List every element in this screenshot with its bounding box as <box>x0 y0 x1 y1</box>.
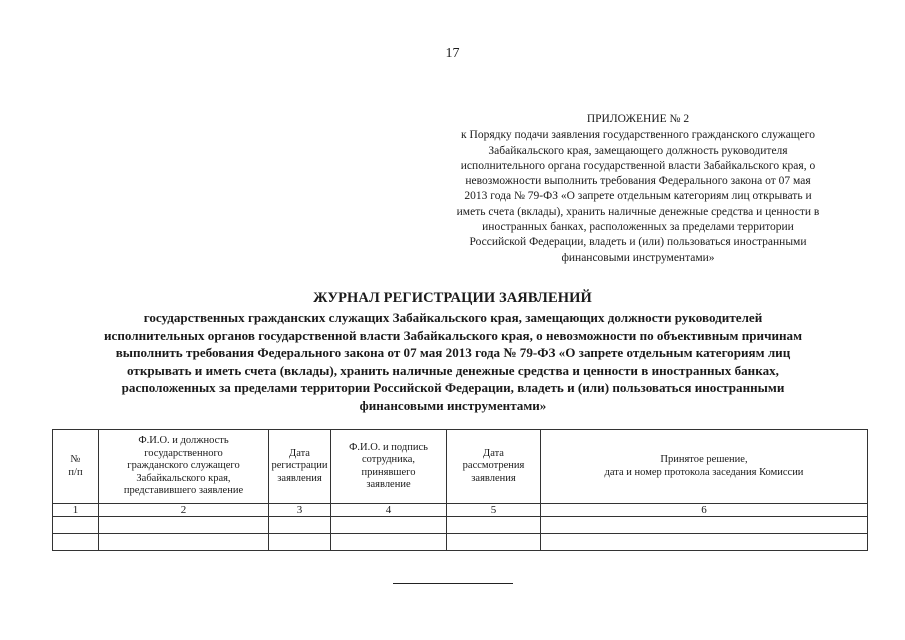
journal-subtitle-line: открывать и иметь счета (вклады), хранить наличные денежные средства и ценности в иностранных банках, <box>127 362 779 378</box>
table-cell <box>541 517 868 534</box>
column-number: 3 <box>269 504 331 517</box>
journal-subtitle-line: государственных гражданских служащих Забайкальского края, замещающих должности руководителей <box>143 310 763 325</box>
column-number: 6 <box>541 504 868 517</box>
column-number: 1 <box>53 504 99 517</box>
table-cell <box>331 517 447 534</box>
appendix-line: иметь счета (вклады), хранить наличные денежные средства и ценности в <box>456 205 820 218</box>
appendix-title: ПРИЛОЖЕНИЕ № 2 <box>586 113 690 125</box>
header-review-date: Дата рассмотрения заявления <box>447 430 541 504</box>
appendix-line: невозможности выполнить требования Федерального закона от 07 мая <box>465 175 811 188</box>
journal-subtitle <box>48 309 858 415</box>
table-cell <box>53 534 99 551</box>
table-cell <box>53 517 99 534</box>
column-number: 2 <box>99 504 269 517</box>
table-cell <box>447 534 541 551</box>
journal-subtitle-line: расположенных за пределами территории Российской Федерации, владеть и (или) пользоваться иностранными <box>121 380 785 396</box>
header-receiver-name: Ф.И.О. и подпись сотрудника, принявшего заявление <box>331 430 447 504</box>
journal-subtitle-line: выполнить требования Федерального закона от 07 мая 2013 года № 79-ФЗ «О запрете отдельным категориям лиц <box>115 345 791 361</box>
column-number: 4 <box>331 504 447 517</box>
column-number-row <box>53 504 868 517</box>
table-cell <box>99 534 269 551</box>
registration-table <box>52 429 868 551</box>
table-row <box>53 517 868 534</box>
table-cell <box>269 517 331 534</box>
table-row <box>53 534 868 551</box>
header-number: № п/п <box>53 430 99 504</box>
table-cell <box>99 517 269 534</box>
journal-subtitle-line: исполнительных органов государственной власти Забайкальского края, о невозможности по объективным причинам <box>103 327 803 343</box>
page-number: 17 <box>445 46 460 61</box>
journal-subtitle-line: финансовыми инструментами» <box>359 397 547 413</box>
appendix-line: иностранных банках, расположенных за пределами территории <box>482 221 794 234</box>
appendix-line: финансовыми инструментами» <box>561 251 715 264</box>
table-cell <box>541 534 868 551</box>
appendix-line: Российской Федерации, владеть и (или) пользоваться иностранными <box>469 236 807 249</box>
journal-title: ЖУРНАЛ РЕГИСТРАЦИИ ЗАЯВЛЕНИЙ <box>313 290 592 306</box>
appendix-line: Забайкальского края, замещающего должность руководителя <box>488 144 788 157</box>
header-employee-name: Ф.И.О. и должность государственного гражданского служащего Забайкальского края, представившего заявление <box>99 430 269 504</box>
footer-divider <box>393 583 513 584</box>
header-decision: Принятое решение, дата и номер протокола заседания Комиссии <box>541 430 868 504</box>
table-cell <box>269 534 331 551</box>
table-cell <box>447 517 541 534</box>
table-cell <box>331 534 447 551</box>
appendix-block <box>418 112 858 266</box>
appendix-line: исполнительного органа государственной власти Забайкальского края, о <box>460 159 816 172</box>
appendix-line: 2013 года № 79-ФЗ «О запрете отдельным категориям лиц открывать и <box>464 190 812 203</box>
column-number: 5 <box>447 504 541 517</box>
appendix-line: к Порядку подачи заявления государственного гражданского служащего <box>461 129 815 142</box>
header-registration-date: Дата регистрации заявления <box>269 430 331 504</box>
table-header-row <box>53 430 868 504</box>
